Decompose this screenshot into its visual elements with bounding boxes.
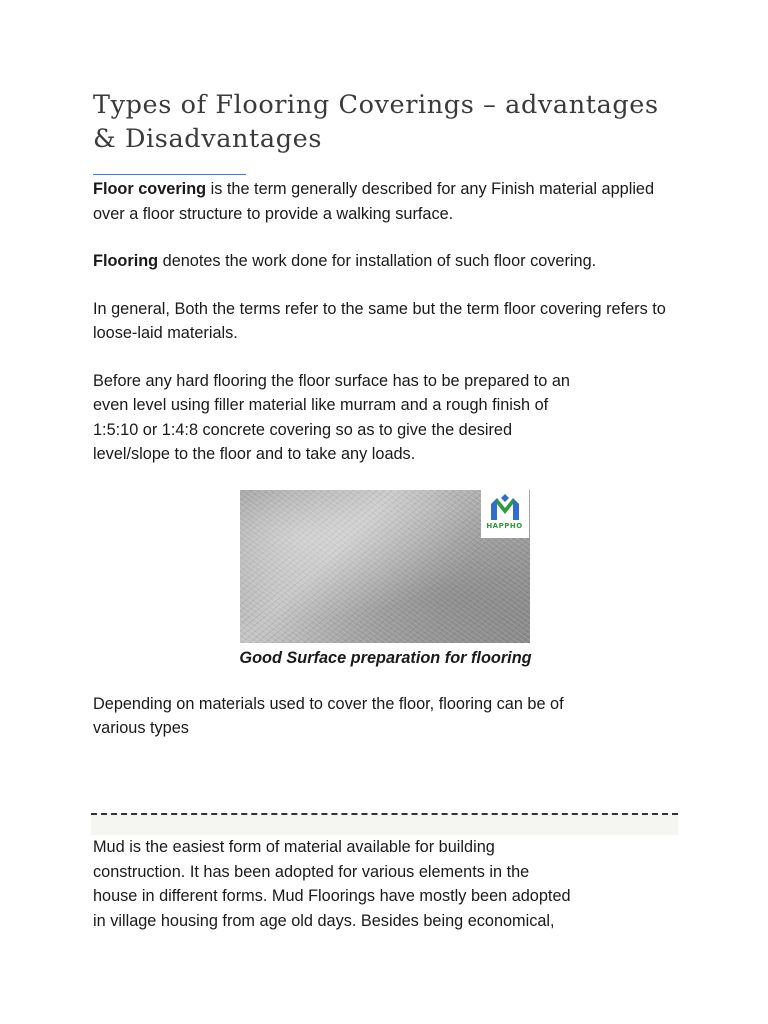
mud-line: Mud is the easiest form of material available for building xyxy=(93,838,495,856)
logo-text: HAPPHO xyxy=(486,521,523,530)
surface-preparation-photo xyxy=(240,490,530,643)
article xyxy=(93,88,678,741)
paragraph-surface-preparation xyxy=(93,369,678,467)
paragraph-floor-covering xyxy=(93,177,678,226)
surface-prep-line: level/slope to the floor and to take any loads. xyxy=(93,445,416,463)
figure-caption: Good Surface preparation for flooring xyxy=(239,648,532,667)
happho-logo xyxy=(481,490,529,538)
figure xyxy=(93,490,678,670)
paragraph-types xyxy=(93,692,678,741)
types-line: Depending on materials used to cover the floor, flooring can be of xyxy=(93,694,564,713)
mud-line: house in different forms. Mud Floorings have mostly been adopted xyxy=(93,887,571,905)
paragraph-floor-covering-text: is the term generally described for any Finish material applied over a floor structure to provide a walking surface. xyxy=(93,180,655,223)
paragraph-flooring-text: denotes the work done for installation of such floor covering. xyxy=(158,252,597,270)
page-title: Types of Flooring Coverings – advantages & Disadvantages xyxy=(93,90,659,154)
surface-prep-line: even level using filler material like murram and a rough finish of xyxy=(93,396,549,414)
section-divider xyxy=(91,813,678,835)
surface-prep-line: Before any hard flooring the floor surface has to be prepared to an xyxy=(93,371,570,390)
paragraph-mud-flooring xyxy=(93,835,678,933)
surface-prep-line: 1:5:10 or 1:4:8 concrete covering so as to give the desired xyxy=(93,420,513,439)
types-line: various types xyxy=(93,719,189,737)
title-underline xyxy=(93,174,246,175)
mud-line: construction. It has been adopted for various elements in the xyxy=(93,862,530,881)
paragraph-flooring xyxy=(93,249,678,274)
mud-line: in village housing from age old days. Besides being economical, xyxy=(93,911,555,930)
term-floor-covering: Floor covering xyxy=(93,180,207,198)
house-logo-icon xyxy=(487,492,523,522)
paragraph-general: In general, Both the terms refer to the same but the term floor covering refers to loose-laid materials. xyxy=(93,299,666,342)
term-flooring: Flooring xyxy=(93,252,159,270)
